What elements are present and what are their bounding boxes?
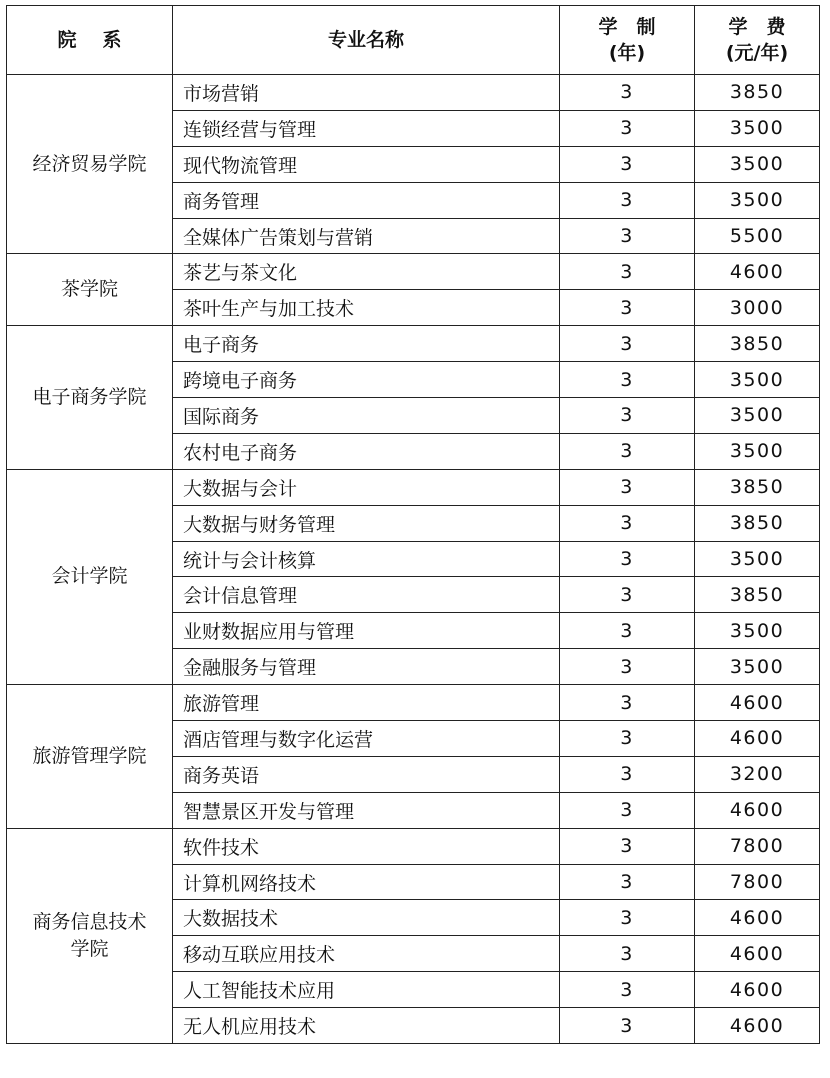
major-name-cell: 市场营销 bbox=[173, 75, 560, 111]
department-cell bbox=[7, 254, 173, 326]
department-name: 旅游管理学院 bbox=[32, 744, 147, 767]
major-name-cell: 移动互联应用技术 bbox=[173, 936, 560, 972]
years-cell: 3 bbox=[560, 649, 695, 685]
years-cell: 3 bbox=[560, 326, 695, 362]
years-cell: 3 bbox=[560, 685, 695, 721]
major-name-cell: 统计与会计核算 bbox=[173, 541, 560, 577]
years-cell: 3 bbox=[560, 469, 695, 505]
header-major: 专业名称 bbox=[173, 6, 560, 75]
department-cell bbox=[7, 469, 173, 684]
years-cell: 3 bbox=[560, 182, 695, 218]
fee-cell: 3850 bbox=[695, 505, 820, 541]
fee-cell: 3000 bbox=[695, 290, 820, 326]
fee-cell: 3200 bbox=[695, 756, 820, 792]
department-name: 电子商务学院 bbox=[32, 386, 147, 409]
table-row bbox=[7, 828, 820, 864]
years-cell: 3 bbox=[560, 864, 695, 900]
department-name: 茶学院 bbox=[60, 278, 118, 301]
table-row bbox=[7, 326, 820, 362]
header-department: 院 系 bbox=[7, 6, 173, 75]
major-name-cell: 茶叶生产与加工技术 bbox=[173, 290, 560, 326]
department-cell bbox=[7, 828, 173, 1043]
years-cell: 3 bbox=[560, 505, 695, 541]
years-cell: 3 bbox=[560, 972, 695, 1008]
major-name-cell: 智慧景区开发与管理 bbox=[173, 792, 560, 828]
department-cell bbox=[7, 326, 173, 470]
fee-cell: 3500 bbox=[695, 362, 820, 398]
department-name: 商务信息技术 bbox=[32, 910, 147, 933]
years-cell: 3 bbox=[560, 398, 695, 434]
fee-cell: 4600 bbox=[695, 685, 820, 721]
table-row bbox=[7, 75, 820, 111]
years-cell: 3 bbox=[560, 721, 695, 757]
fee-cell: 3850 bbox=[695, 326, 820, 362]
fee-cell: 3850 bbox=[695, 75, 820, 111]
fee-cell: 3500 bbox=[695, 398, 820, 434]
major-name-cell: 酒店管理与数字化运营 bbox=[173, 721, 560, 757]
years-cell: 3 bbox=[560, 433, 695, 469]
fee-cell: 5500 bbox=[695, 218, 820, 254]
years-cell: 3 bbox=[560, 756, 695, 792]
years-cell: 3 bbox=[560, 362, 695, 398]
major-name-cell: 现代物流管理 bbox=[173, 146, 560, 182]
department-cell bbox=[7, 75, 173, 254]
fee-cell: 3500 bbox=[695, 146, 820, 182]
fee-cell: 4600 bbox=[695, 972, 820, 1008]
major-name-cell: 商务管理 bbox=[173, 182, 560, 218]
years-cell: 3 bbox=[560, 254, 695, 290]
department-name: 经济贸易学院 bbox=[32, 152, 147, 175]
major-name-cell: 大数据与财务管理 bbox=[173, 505, 560, 541]
major-name-cell: 农村电子商务 bbox=[173, 433, 560, 469]
major-name-cell: 业财数据应用与管理 bbox=[173, 613, 560, 649]
fee-cell: 3500 bbox=[695, 541, 820, 577]
major-name-cell: 人工智能技术应用 bbox=[173, 972, 560, 1008]
header-row bbox=[7, 6, 820, 75]
fee-cell: 3500 bbox=[695, 433, 820, 469]
major-name-cell: 国际商务 bbox=[173, 398, 560, 434]
department-name: 会计学院 bbox=[51, 565, 128, 588]
major-name-cell: 大数据技术 bbox=[173, 900, 560, 936]
years-cell: 3 bbox=[560, 75, 695, 111]
header-years: 学 制 (年) bbox=[560, 6, 695, 75]
fee-cell: 3500 bbox=[695, 613, 820, 649]
table-row bbox=[7, 254, 820, 290]
major-name-cell: 旅游管理 bbox=[173, 685, 560, 721]
years-cell: 3 bbox=[560, 1008, 695, 1044]
years-cell: 3 bbox=[560, 541, 695, 577]
major-name-cell: 商务英语 bbox=[173, 756, 560, 792]
table-row bbox=[7, 469, 820, 505]
major-name-cell: 全媒体广告策划与营销 bbox=[173, 218, 560, 254]
years-cell: 3 bbox=[560, 828, 695, 864]
fee-cell: 3500 bbox=[695, 649, 820, 685]
major-name-cell: 无人机应用技术 bbox=[173, 1008, 560, 1044]
department-cell bbox=[7, 685, 173, 829]
years-cell: 3 bbox=[560, 146, 695, 182]
fee-cell: 7800 bbox=[695, 828, 820, 864]
years-cell: 3 bbox=[560, 792, 695, 828]
major-name-cell: 跨境电子商务 bbox=[173, 362, 560, 398]
major-name-cell: 电子商务 bbox=[173, 326, 560, 362]
tuition-table bbox=[6, 5, 820, 1044]
fee-cell: 3500 bbox=[695, 110, 820, 146]
fee-cell: 3500 bbox=[695, 182, 820, 218]
fee-cell: 4600 bbox=[695, 721, 820, 757]
fee-cell: 4600 bbox=[695, 254, 820, 290]
fee-cell: 3850 bbox=[695, 577, 820, 613]
fee-cell: 3850 bbox=[695, 469, 820, 505]
major-name-cell: 会计信息管理 bbox=[173, 577, 560, 613]
fee-cell: 4600 bbox=[695, 936, 820, 972]
years-cell: 3 bbox=[560, 290, 695, 326]
years-cell: 3 bbox=[560, 218, 695, 254]
fee-cell: 7800 bbox=[695, 864, 820, 900]
years-cell: 3 bbox=[560, 900, 695, 936]
years-cell: 3 bbox=[560, 110, 695, 146]
major-name-cell: 计算机网络技术 bbox=[173, 864, 560, 900]
years-cell: 3 bbox=[560, 613, 695, 649]
fee-cell: 4600 bbox=[695, 1008, 820, 1044]
department-name: 学院 bbox=[70, 937, 109, 960]
major-name-cell: 大数据与会计 bbox=[173, 469, 560, 505]
fee-cell: 4600 bbox=[695, 792, 820, 828]
major-name-cell: 连锁经营与管理 bbox=[173, 110, 560, 146]
major-name-cell: 软件技术 bbox=[173, 828, 560, 864]
years-cell: 3 bbox=[560, 936, 695, 972]
years-cell: 3 bbox=[560, 577, 695, 613]
major-name-cell: 茶艺与茶文化 bbox=[173, 254, 560, 290]
table-body bbox=[7, 75, 820, 1044]
table-row bbox=[7, 685, 820, 721]
fee-cell: 4600 bbox=[695, 900, 820, 936]
header-fee: 学 费 (元/年) bbox=[695, 6, 820, 75]
major-name-cell: 金融服务与管理 bbox=[173, 649, 560, 685]
